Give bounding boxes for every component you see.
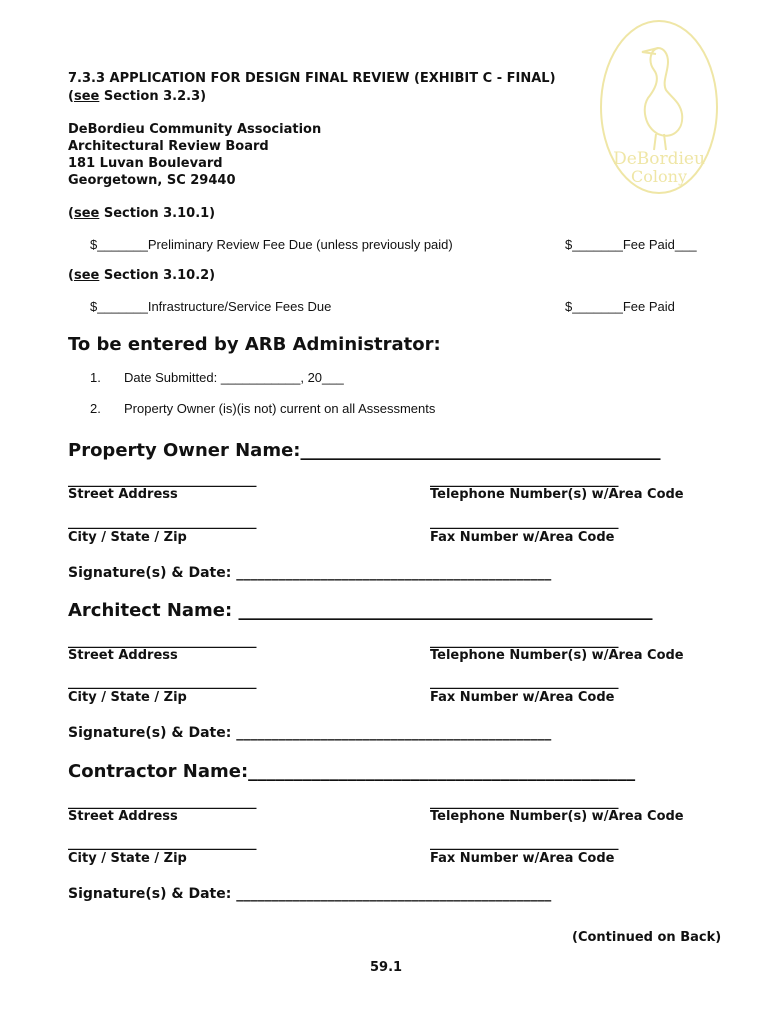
owner-city-label: City / State / Zip <box>68 530 187 545</box>
architect-city-label: City / State / Zip <box>68 690 187 705</box>
contractor-fax-line[interactable]: _____________________________ <box>430 836 619 851</box>
fee-section-ref-2: (see Section 3.10.2) <box>68 268 216 283</box>
fee-section-ref-1: (see Section 3.10.1) <box>68 206 216 221</box>
page-number: 59.1 <box>370 960 403 975</box>
property-owner-name-field[interactable]: Property Owner Name:________________________________________ <box>68 440 661 461</box>
svg-text:Colony: Colony <box>631 167 687 186</box>
contractor-city-line[interactable]: _____________________________ <box>68 836 257 851</box>
title-section-ref: (see Section 3.2.3) <box>68 89 207 104</box>
architect-fax-line[interactable]: _____________________________ <box>430 675 619 690</box>
preliminary-fee-paid-field[interactable]: $_______Fee Paid___ <box>565 237 697 252</box>
address-line-4: Georgetown, SC 29440 <box>68 173 236 188</box>
contractor-street-label: Street Address <box>68 809 178 824</box>
infrastructure-fee-field[interactable]: $_______Infrastructure/Service Fees Due <box>90 299 332 314</box>
owner-phone-line[interactable]: _____________________________ <box>430 473 619 488</box>
contractor-street-line[interactable]: _____________________________ <box>68 795 257 810</box>
svg-text:DeBordieu: DeBordieu <box>613 149 705 169</box>
architect-street-label: Street Address <box>68 648 178 663</box>
architect-phone-label: Telephone Number(s) w/Area Code <box>430 648 684 663</box>
admin-heading: To be entered by ARB Administrator: <box>68 334 441 355</box>
assessment-status-field[interactable]: Property Owner (is)(is not) current on all Assessments <box>124 401 436 416</box>
admin-item-1-number: 1. <box>90 370 101 385</box>
contractor-phone-label: Telephone Number(s) w/Area Code <box>430 809 684 824</box>
contractor-signature-field[interactable]: Signature(s) & Date: _____________________________________________ <box>68 886 552 902</box>
architect-signature-field[interactable]: Signature(s) & Date: _____________________________________________ <box>68 725 552 741</box>
address-line-1: DeBordieu Community Association <box>68 122 322 137</box>
owner-street-line[interactable]: _____________________________ <box>68 473 257 488</box>
owner-signature-field[interactable]: Signature(s) & Date: _____________________________________________ <box>68 565 552 581</box>
owner-city-line[interactable]: _____________________________ <box>68 515 257 530</box>
document-title: 7.3.3 APPLICATION FOR DESIGN FINAL REVIEW (EXHIBIT C - FINAL) <box>68 71 556 86</box>
infrastructure-fee-paid-field[interactable]: $_______Fee Paid <box>565 299 675 314</box>
preliminary-fee-field[interactable]: $_______Preliminary Review Fee Due (unless previously paid) <box>90 237 453 252</box>
owner-street-label: Street Address <box>68 487 178 502</box>
contractor-phone-line[interactable]: _____________________________ <box>430 795 619 810</box>
architect-street-line[interactable]: _____________________________ <box>68 634 257 649</box>
owner-phone-label: Telephone Number(s) w/Area Code <box>430 487 684 502</box>
architect-phone-line[interactable]: _____________________________ <box>430 634 619 649</box>
owner-fax-label: Fax Number w/Area Code <box>430 530 615 545</box>
address-line-2: Architectural Review Board <box>68 139 269 154</box>
debordieu-logo <box>598 18 720 196</box>
contractor-name-field[interactable]: Contractor Name:___________________________________________ <box>68 761 636 782</box>
continued-note: (Continued on Back) <box>572 930 722 945</box>
contractor-fax-label: Fax Number w/Area Code <box>430 851 615 866</box>
owner-fax-line[interactable]: _____________________________ <box>430 515 619 530</box>
contractor-city-label: City / State / Zip <box>68 851 187 866</box>
architect-name-field[interactable]: Architect Name: ______________________________________________ <box>68 600 653 621</box>
admin-item-2-number: 2. <box>90 401 101 416</box>
architect-fax-label: Fax Number w/Area Code <box>430 690 615 705</box>
address-line-3: 181 Luvan Boulevard <box>68 156 223 171</box>
architect-city-line[interactable]: _____________________________ <box>68 675 257 690</box>
date-submitted-field[interactable]: Date Submitted: ___________, 20___ <box>124 370 344 385</box>
